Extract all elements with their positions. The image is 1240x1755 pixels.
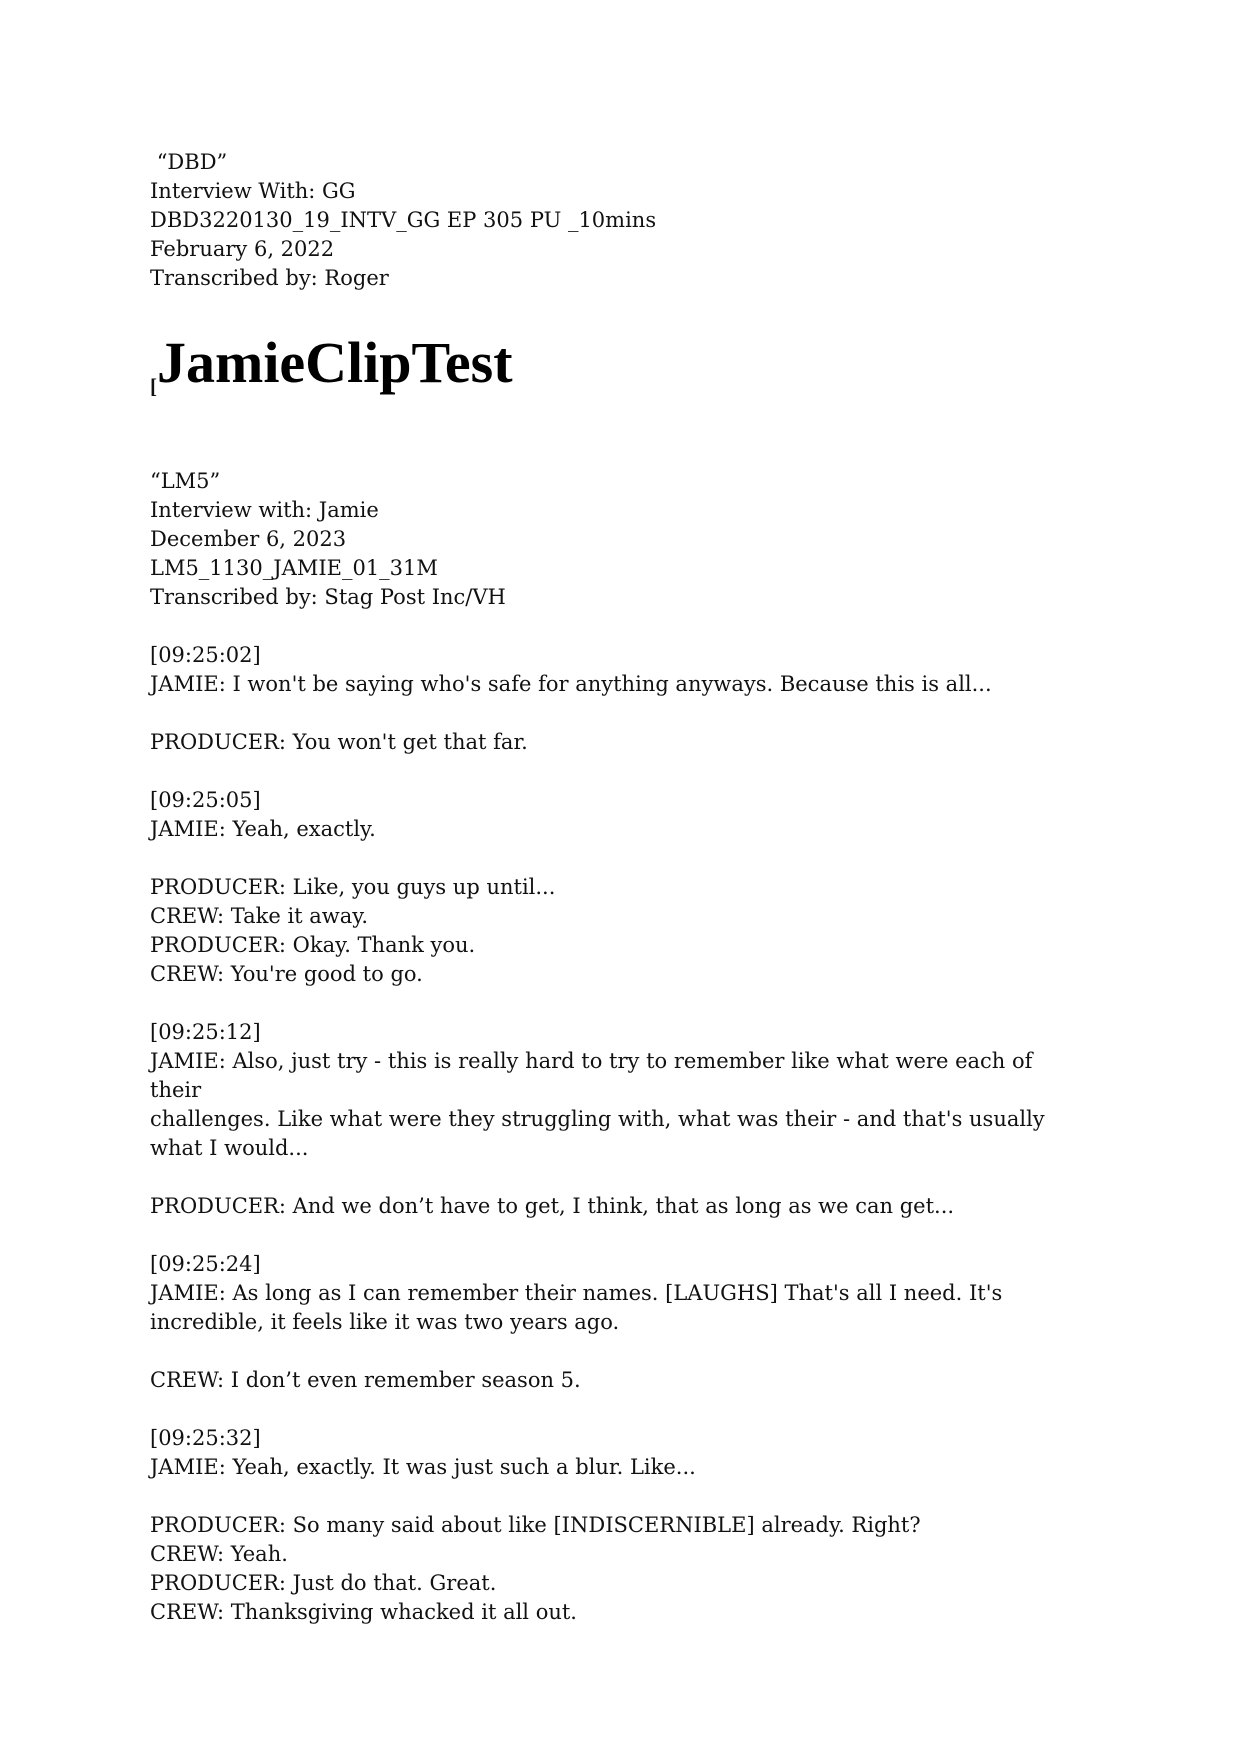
transcript-exchange bbox=[150, 1511, 1090, 1627]
clip-title bbox=[150, 323, 1090, 403]
document-content bbox=[150, 148, 1090, 1627]
transcript-exchange bbox=[150, 1018, 1090, 1163]
dialogue-line: PRODUCER: So many said about like [INDISCERNIBLE] already. Right? bbox=[150, 1513, 921, 1537]
transcript-exchange bbox=[150, 1366, 1090, 1395]
dialogue-line: CREW: Thanksgiving whacked it all out. bbox=[150, 1600, 577, 1624]
dialogue-line: JAMIE: Yeah, exactly. It was just such a blur. Like... bbox=[150, 1455, 696, 1479]
spacer bbox=[150, 403, 1090, 467]
dialogue-line: PRODUCER: Like, you guys up until... bbox=[150, 875, 556, 899]
timecode: [09:25:02] bbox=[150, 643, 261, 667]
transcript-exchange bbox=[150, 1250, 1090, 1337]
dialogue-line: PRODUCER: Okay. Thank you. bbox=[150, 933, 476, 957]
paragraph-gap bbox=[150, 1395, 1090, 1424]
interview-with: Interview With: GG bbox=[150, 179, 356, 203]
paragraph-gap bbox=[150, 612, 1090, 641]
dialogue-line: JAMIE: I won't be saying who's safe for anything anyways. Because this is all... bbox=[150, 672, 992, 696]
dialogue-line: challenges. Like what were they struggling with, what was their - and that's usually bbox=[150, 1107, 1045, 1131]
paragraph-gap bbox=[150, 844, 1090, 873]
dialogue-line: CREW: Yeah. bbox=[150, 1542, 288, 1566]
dialogue-line: PRODUCER: And we don’t have to get, I think, that as long as we can get... bbox=[150, 1194, 955, 1218]
dialogue-line: CREW: You're good to go. bbox=[150, 962, 423, 986]
paragraph-gap bbox=[150, 757, 1090, 786]
paragraph-gap bbox=[150, 1163, 1090, 1192]
paragraph-gap bbox=[150, 699, 1090, 728]
transcribed-by: Transcribed by: Roger bbox=[150, 266, 389, 290]
file-header bbox=[150, 148, 1090, 293]
dialogue-line: what I would... bbox=[150, 1136, 309, 1160]
dialogue-line: JAMIE: Yeah, exactly. bbox=[150, 817, 376, 841]
clip-show-name: “LM5” bbox=[150, 469, 221, 493]
paragraph-gap bbox=[150, 1482, 1090, 1511]
clip-date: December 6, 2023 bbox=[150, 527, 347, 551]
file-id: DBD3220130_19_INTV_GG EP 305 PU _10mins bbox=[150, 208, 657, 232]
timecode: [09:25:05] bbox=[150, 788, 261, 812]
clip-transcribed-by: Transcribed by: Stag Post Inc/VH bbox=[150, 585, 506, 609]
recording-date: February 6, 2022 bbox=[150, 237, 335, 261]
dialogue-line: CREW: I don’t even remember season 5. bbox=[150, 1368, 581, 1392]
timecode: [09:25:12] bbox=[150, 1020, 261, 1044]
timecode: [09:25:32] bbox=[150, 1426, 261, 1450]
transcript-exchange bbox=[150, 728, 1090, 757]
paragraph-gap bbox=[150, 1221, 1090, 1250]
paragraph-gap bbox=[150, 1337, 1090, 1366]
paragraph-gap bbox=[150, 989, 1090, 1018]
title-text: JamieClipTest bbox=[157, 330, 513, 395]
transcript-exchange bbox=[150, 873, 1090, 989]
dialogue-line: incredible, it feels like it was two years ago. bbox=[150, 1310, 620, 1334]
dialogue-line: CREW: Take it away. bbox=[150, 904, 369, 928]
dialogue-line: PRODUCER: You won't get that far. bbox=[150, 730, 528, 754]
dialogue-line: JAMIE: Also, just try - this is really hard to try to remember like what were each of their bbox=[150, 1049, 1040, 1102]
clip-header bbox=[150, 467, 1090, 612]
transcript-exchange bbox=[150, 641, 1090, 699]
clip-file-id: LM5_1130_JAMIE_01_31M bbox=[150, 556, 438, 580]
timecode: [09:25:24] bbox=[150, 1252, 261, 1276]
show-name: “DBD” bbox=[150, 150, 228, 174]
clip-interview-with: Interview with: Jamie bbox=[150, 498, 379, 522]
dialogue-line: PRODUCER: Just do that. Great. bbox=[150, 1571, 497, 1595]
dialogue-line: JAMIE: As long as I can remember their names. [LAUGHS] That's all I need. It's bbox=[150, 1281, 1003, 1305]
title-bracket: [ bbox=[150, 374, 157, 398]
transcript-exchange bbox=[150, 1424, 1090, 1482]
transcript-body bbox=[150, 612, 1090, 1627]
transcript-exchange bbox=[150, 786, 1090, 844]
transcript-exchange bbox=[150, 1192, 1090, 1221]
